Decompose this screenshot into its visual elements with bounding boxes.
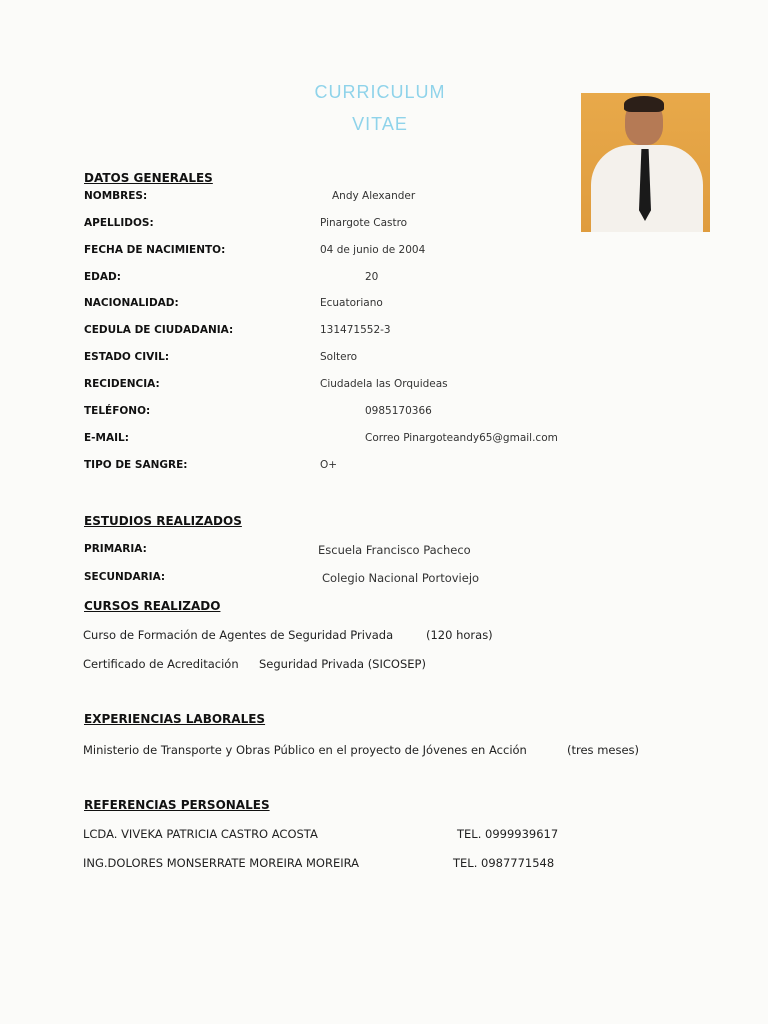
label-apellidos: APELLIDOS: xyxy=(84,217,154,229)
label-edad: EDAD: xyxy=(84,271,121,283)
value-residencia: Ciudadela las Orquideas xyxy=(320,378,448,390)
label-residencia: RECIDENCIA: xyxy=(84,378,160,390)
value-edad: 20 xyxy=(365,271,379,283)
label-estado-civil: ESTADO CIVIL: xyxy=(84,351,170,363)
value-email: Correo Pinargoteandy65@gmail.com xyxy=(365,432,558,444)
referencia-tel-1: TEL. 0999939617 xyxy=(457,827,559,841)
label-secundaria: SECUNDARIA: xyxy=(84,571,166,583)
experiencia-line: Ministerio de Transporte y Obras Público en el proyecto de Jóvenes en Acción xyxy=(83,743,527,757)
referencia-name-1: LCDA. VIVEKA PATRICIA CASTRO ACOSTA xyxy=(83,827,318,841)
value-secundaria: Colegio Nacional Portoviejo xyxy=(322,571,480,585)
curso-line-2: Certificado de Acreditación xyxy=(83,657,239,671)
section-heading-referencias: REFERENCIAS PERSONALES xyxy=(84,798,270,812)
section-heading-estudios: ESTUDIOS REALIZADOS xyxy=(84,514,242,528)
label-nombres: NOMBRES: xyxy=(84,190,148,202)
label-fecha-nacimiento: FECHA DE NACIMIENTO: xyxy=(84,244,226,256)
value-nacionalidad: Ecuatoriano xyxy=(320,297,383,309)
value-fecha-nacimiento: 04 de junio de 2004 xyxy=(320,244,426,256)
section-heading-experiencias: EXPERIENCIAS LABORALES xyxy=(84,712,266,726)
section-heading-cursos: CURSOS REALIZADO xyxy=(84,599,221,613)
curso-line-1: Curso de Formación de Agentes de Seguridad Privada xyxy=(83,628,394,642)
label-nacionalidad: NACIONALIDAD: xyxy=(84,297,179,309)
value-nombres: Andy Alexander xyxy=(332,190,416,202)
label-tipo-sangre: TIPO DE SANGRE: xyxy=(84,459,188,471)
label-cedula: CEDULA DE CIUDADANIA: xyxy=(84,324,234,336)
title-line-1: CURRICULUM xyxy=(314,82,446,102)
value-tipo-sangre: O+ xyxy=(320,459,338,471)
referencia-name-2: ING.DOLORES MONSERRATE MOREIRA MOREIRA xyxy=(83,856,359,870)
value-primaria: Escuela Francisco Pacheco xyxy=(318,543,471,557)
title-line-2: VITAE xyxy=(352,114,408,134)
experiencia-extra: (tres meses) xyxy=(567,743,640,757)
value-telefono: 0985170366 xyxy=(365,405,432,417)
label-primaria: PRIMARIA: xyxy=(84,543,147,555)
person-photo-icon xyxy=(581,93,710,232)
value-apellidos: Pinargote Castro xyxy=(320,217,408,229)
label-telefono: TELÉFONO: xyxy=(84,405,151,417)
referencia-tel-2: TEL. 0987771548 xyxy=(453,856,555,870)
curso-line-2-extra: Seguridad Privada (SICOSEP) xyxy=(259,657,426,671)
value-cedula: 131471552-3 xyxy=(320,324,391,336)
section-heading-datos-generales: DATOS GENERALES xyxy=(84,171,213,185)
label-email: E-MAIL: xyxy=(84,432,129,444)
curso-line-1-extra: (120 horas) xyxy=(426,628,493,642)
value-estado-civil: Soltero xyxy=(320,351,358,363)
